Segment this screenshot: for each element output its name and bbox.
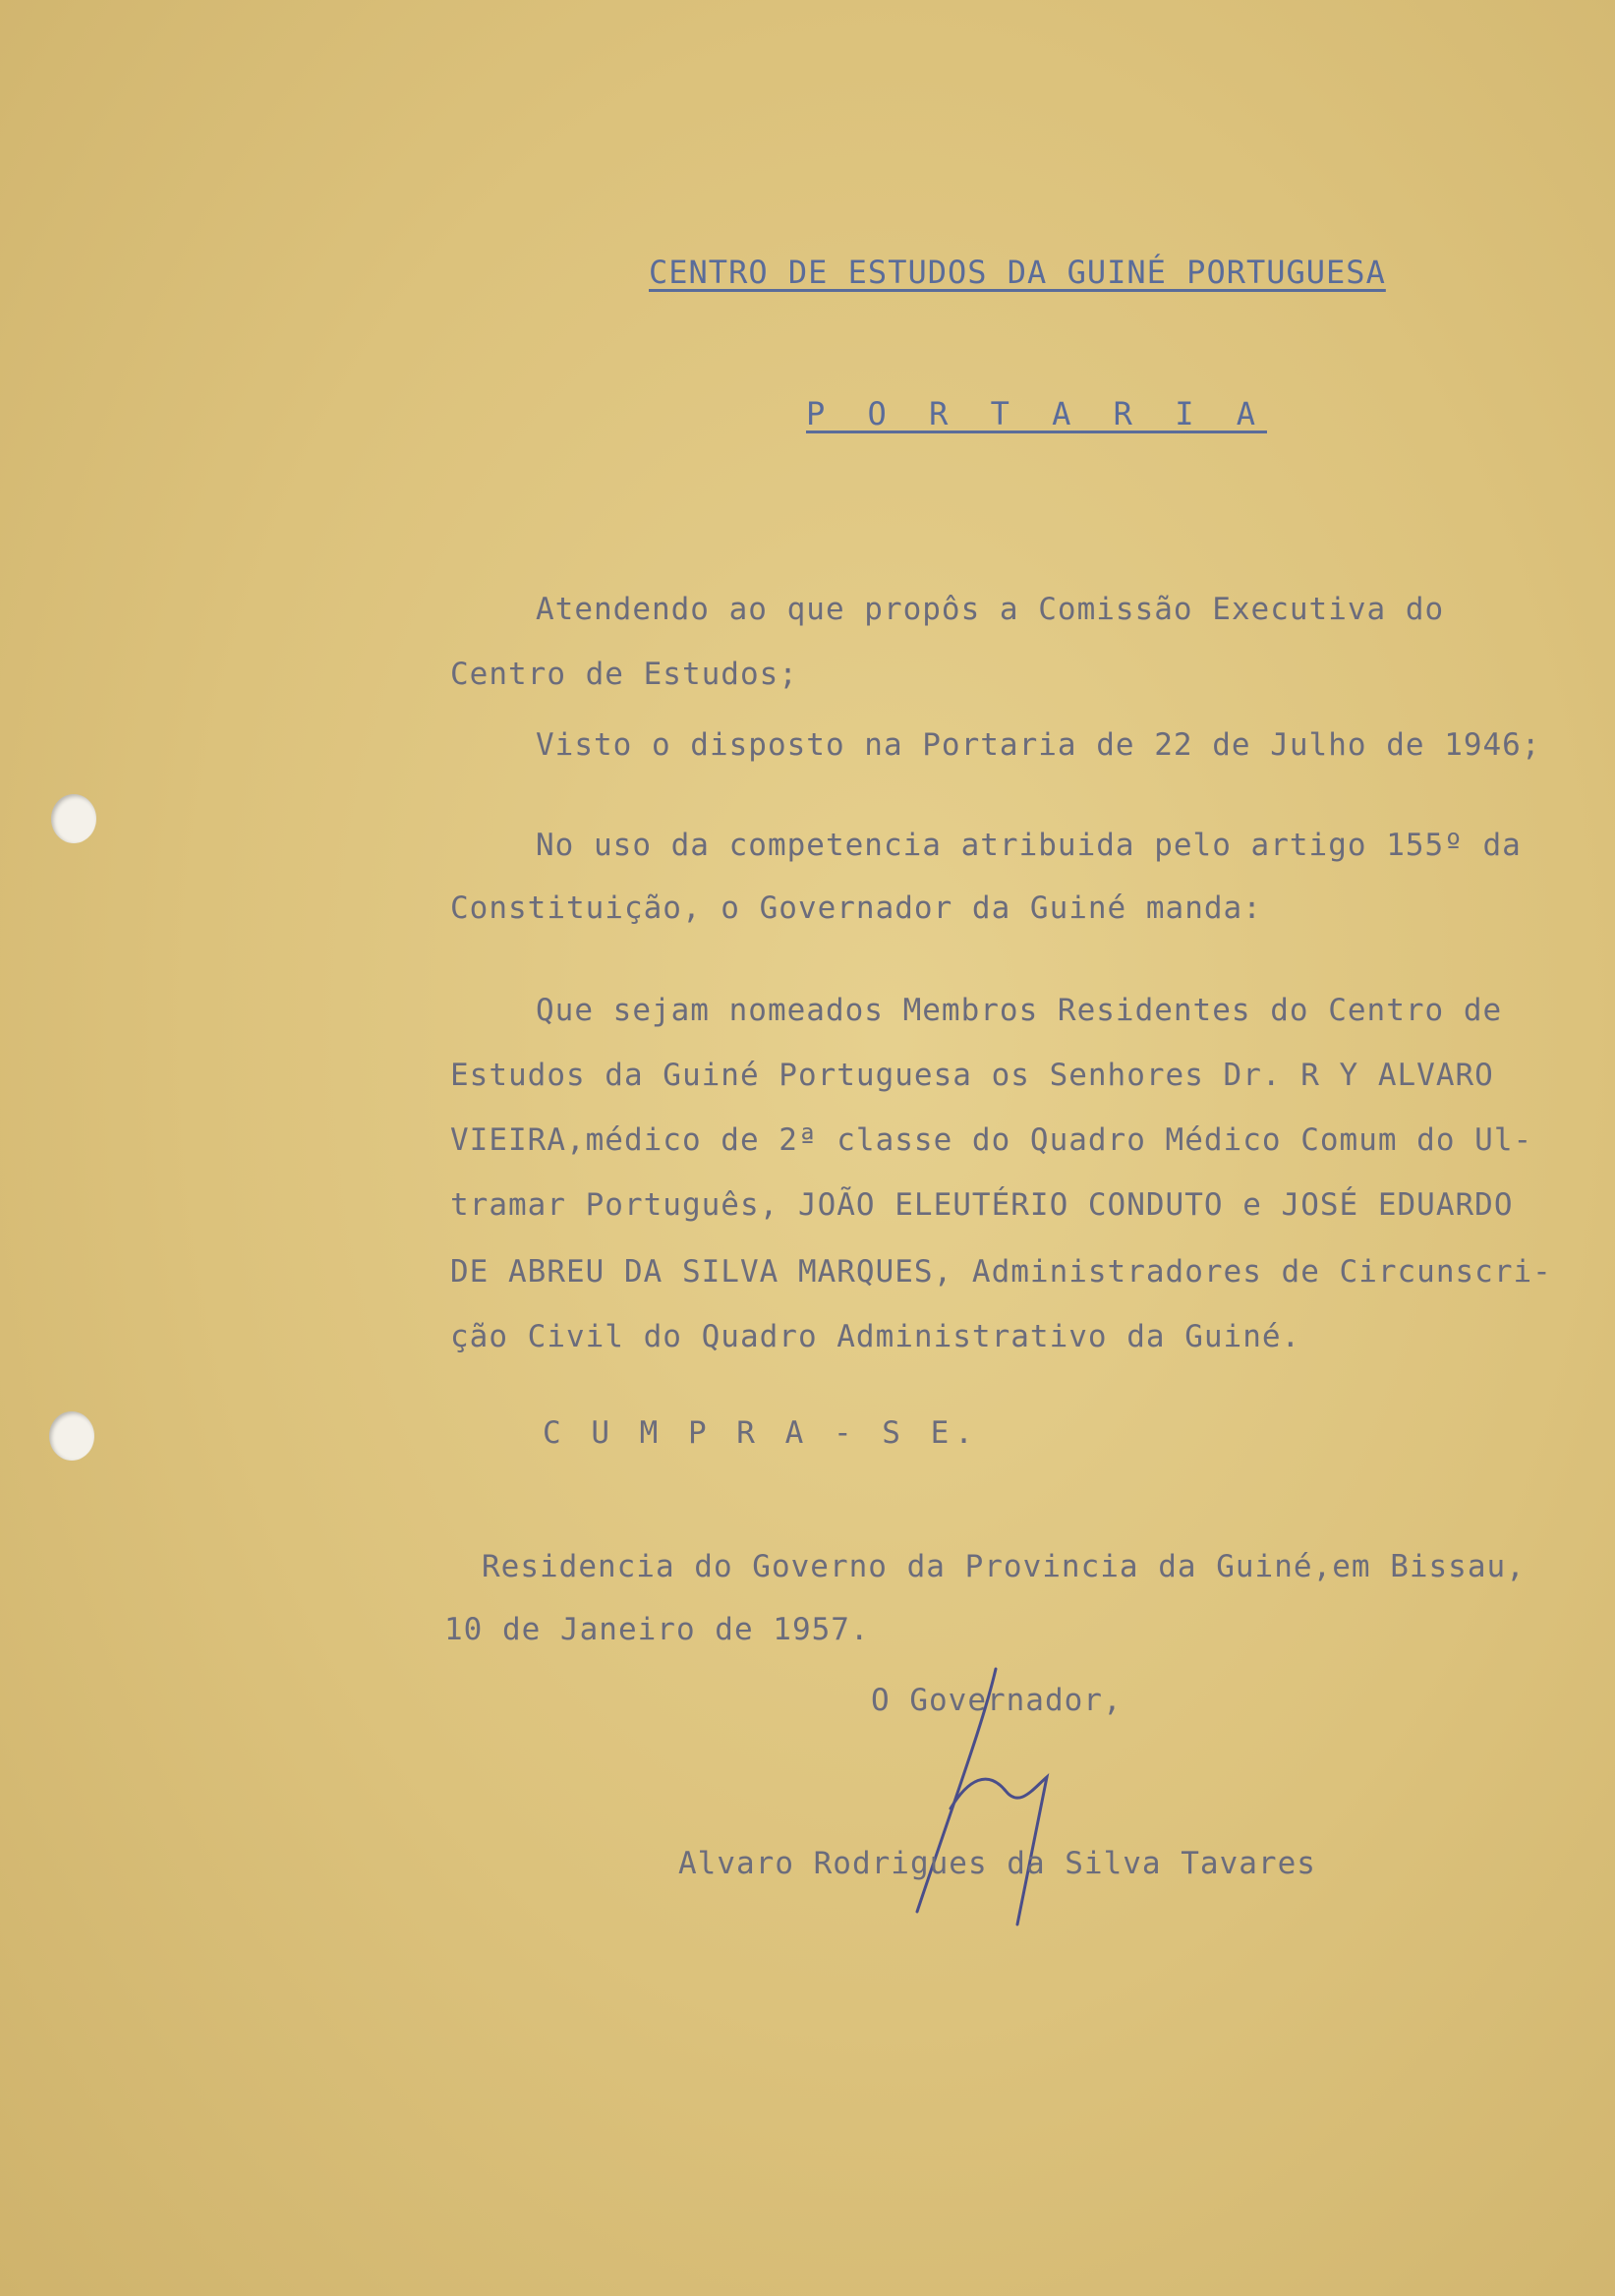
document-title: P O R T A R I A [806, 395, 1267, 432]
paragraph-1-line-1: Atendendo ao que propôs a Comissão Executiva do [536, 592, 1445, 627]
paragraph-3-line-2: Constituição, o Governador da Guiné manda: [450, 890, 1262, 926]
institution-heading: CENTRO DE ESTUDOS DA GUINÉ PORTUGUESA [649, 254, 1386, 291]
handwritten-signature [890, 1661, 1116, 1926]
signatory-role: O Governador, [871, 1683, 1123, 1718]
paragraph-4-line-5: DE ABREU DA SILVA MARQUES, Administradores de Circunscri- [450, 1254, 1552, 1290]
cumpra-se: C U M P R A - S E. [543, 1415, 979, 1451]
paragraph-4-line-2: Estudos da Guiné Portuguesa os Senhores Dr. R Y ALVARO [450, 1058, 1494, 1093]
closing-place-line-2: 10 de Janeiro de 1957. [444, 1612, 870, 1647]
paragraph-2: Visto o disposto na Portaria de 22 de Julho de 1946; [536, 727, 1541, 763]
paragraph-4-line-1: Que sejam nomeados Membros Residentes do Centro de [536, 993, 1503, 1028]
closing-place-line-1: Residencia do Governo da Provincia da Guiné,em Bissau, [482, 1549, 1526, 1584]
punch-hole-bottom [49, 1411, 94, 1461]
signatory-name: Alvaro Rodrigues da Silva Tavares [678, 1846, 1316, 1881]
paragraph-4-line-6: ção Civil do Quadro Administrativo da Guiné. [450, 1319, 1301, 1354]
paragraph-3-line-1: No uso da competencia atribuida pelo artigo 155º da [536, 828, 1522, 863]
paragraph-1-line-2: Centro de Estudos; [450, 657, 798, 692]
paragraph-4-line-3: VIEIRA,médico de 2ª classe do Quadro Médico Comum do Ul- [450, 1122, 1533, 1158]
punch-hole-top [51, 794, 96, 843]
paragraph-4-line-4: tramar Português, JOÃO ELEUTÉRIO CONDUTO e JOSÉ EDUARDO [450, 1187, 1514, 1223]
